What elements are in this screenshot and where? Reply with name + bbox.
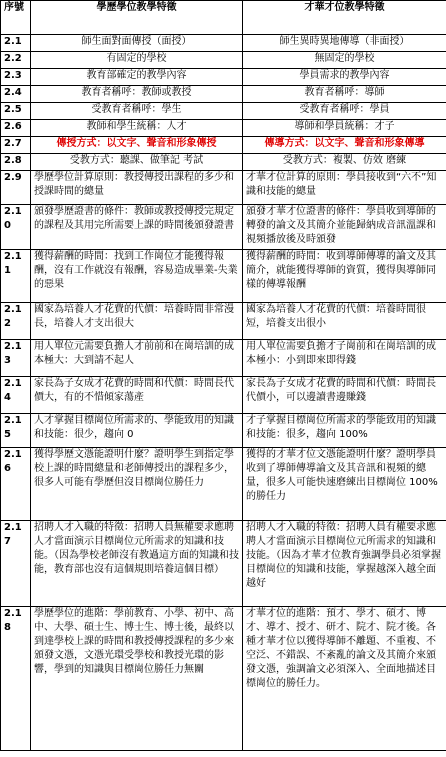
academic-cell: 家長為子女成才花費的時間和代價：時間長代價大，有的不惜傾家蕩產 [31,377,243,414]
talent-cell: 頒發才華才位證書的條件：學員收到導師的轉發的論文及其簡介並能歸納成音訊溫課和視頻播放後及時頒發 [243,205,446,250]
row-number: 2.7 [1,137,31,154]
row-number: 2.10 [1,205,31,250]
table-row [1,521,446,607]
table-row [1,120,446,137]
table-row [1,69,446,86]
row-number: 2.3 [1,69,31,86]
talent-cell: 招聘人才入職的特徵：招聘人員有權要求應聘人才當面演示目標崗位元所需求的知識和技能。（因為才華才位教育強調學員必須掌握目標崗位的知識和技能，掌握越深入越全面越好 [243,521,446,607]
talent-cell: 學員需求的教學內容 [243,69,446,86]
talent-cell: 無固定的學校 [243,52,446,69]
row-number: 2.18 [1,607,31,751]
talent-cell: 教育者稱呼：導師 [243,86,446,103]
talent-cell: 導師和學員統稱：才子 [243,120,446,137]
table-row [1,171,446,205]
row-number: 2.1 [1,35,31,52]
row-number: 2.9 [1,171,31,205]
table-row [1,86,446,103]
table-row [1,377,446,414]
row-number: 2.14 [1,377,31,414]
table-row [1,103,446,120]
academic-cell: 學歷學位計算原則：教授傳授出課程的多少和授課時間的總量 [31,171,243,205]
academic-cell: 人才掌握目標崗位所需求的、學能致用的知識和技能：很少，趨向 0 [31,414,243,448]
table-row-highlighted [1,137,446,154]
academic-cell: 受教育者稱呼：學生 [31,103,243,120]
table-row [1,607,446,751]
table-header-row [1,1,446,35]
row-number: 2.16 [1,448,31,521]
table-row [1,448,446,521]
talent-cell: 才華才位計算的原則：學員接收到“六不”知識和技能的總量 [243,171,446,205]
academic-cell: 獲得學歷文憑能證明什麼？證明學生到指定學校上課的時間總量和老師傳授出的課程多少，很多人可能有學歷但沒目標崗位勝任力 [31,448,243,521]
table-row [1,250,446,303]
row-number: 2.11 [1,250,31,303]
row-number: 2.6 [1,120,31,137]
table-row [1,52,446,69]
academic-cell: 學歷學位的進階：學前教育、小學、初中、高中、大學、碩士生、博士生、博士後，最終以到達學校上課的時間和教授傳授課程的多少來頒發文憑，文憑光環受學校和教授光環的影響，學到的知識與目標崗位勝任力無關 [31,607,243,751]
row-number: 2.8 [1,154,31,171]
talent-cell: 國家為培養人才花費的代價：培養時間很短，培養支出很小 [243,303,446,340]
academic-cell: 獲得薪酬的時間：找到工作崗位才能獲得報酬，沒有工作就沒有報酬，容易造成畢業-失業的惡果 [31,250,243,303]
table-row [1,414,446,448]
academic-cell: 用人單位元需要負擔人才前前和在崗培訓的成本極大：大到請不起人 [31,340,243,377]
table-row [1,340,446,377]
talent-cell: 受教育者稱呼：學員 [243,103,446,120]
academic-cell: 傳授方式：以文字、聲音和形象傳授 [31,137,243,154]
header-talent: 才華才位教學特徵 [243,1,446,35]
talent-cell: 師生異時異地傳導（非面授） [243,35,446,52]
talent-cell: 獲得的才華才位文憑能證明什麼？證明學員收到了導師傳導論文及其音訊和視頻的總量，很多人可能快速磨練出目標崗位 100%的勝任力 [243,448,446,521]
talent-cell: 傳導方式：以文字、聲音和形象傳導 [243,137,446,154]
academic-cell: 招聘人才入職的特徵：招聘人員無權要求應聘人才當面演示目標崗位元所需求的知識和技能。（因為學校老師沒有教過這方面的知識和技能，教育部也沒有這個規則培養這個目標） [31,521,243,607]
table-row [1,303,446,340]
academic-cell: 教育者稱呼：教師或教授 [31,86,243,103]
table-row [1,205,446,250]
row-number: 2.17 [1,521,31,607]
table-row [1,35,446,52]
row-number: 2.4 [1,86,31,103]
academic-cell: 國家為培養人才花費的代價：培養時間非常漫長，培養人才支出很大 [31,303,243,340]
talent-cell: 才子掌握目標崗位所需求的學能致用的知識和技能：很多，趨向 100% [243,414,446,448]
talent-cell: 才華才位的進階：預才、學才、碩才、博才、導才、授才、研才、院才、院才後。各種才華才位以獲得導師不離題、不重複、不空泛、不錯誤、不紊亂的論文及其簡介來頒發文憑，強調論文必須深入、全面地描述目標崗位的勝任力。 [243,607,446,751]
talent-cell: 受教方式：複製、仿效 磨練 [243,154,446,171]
talent-cell: 用人單位需要負擔才子崗前和在崗培訓的成本極小：小到即來即得錢 [243,340,446,377]
table-row [1,154,446,171]
row-number: 2.12 [1,303,31,340]
talent-cell: 家長為子女成才花費的時間和代價：時間長代價小，可以邊讀書邊賺錢 [243,377,446,414]
row-number: 2.15 [1,414,31,448]
academic-cell: 師生面對面傳授（面授） [31,35,243,52]
header-academic: 學歷學位教學特徵 [31,1,243,35]
academic-cell: 頒發學歷證書的條件：教師或教授傳授完規定的課程及其用完所需要上課的時間後頒發證書 [31,205,243,250]
academic-cell: 受教方式：聽課、做筆記 考試 [31,154,243,171]
header-number: 序號 [1,1,31,35]
academic-cell: 教師和學生統稱：人才 [31,120,243,137]
talent-cell: 獲得薪酬的時間：收到導師傳導的論文及其簡介，就能獲得導師的資質，獲得與導師同樣的傳導報酬 [243,250,446,303]
academic-cell: 有固定的學校 [31,52,243,69]
row-number: 2.13 [1,340,31,377]
academic-cell: 教育部確定的教學內容 [31,69,243,86]
row-number: 2.2 [1,52,31,69]
row-number: 2.5 [1,103,31,120]
